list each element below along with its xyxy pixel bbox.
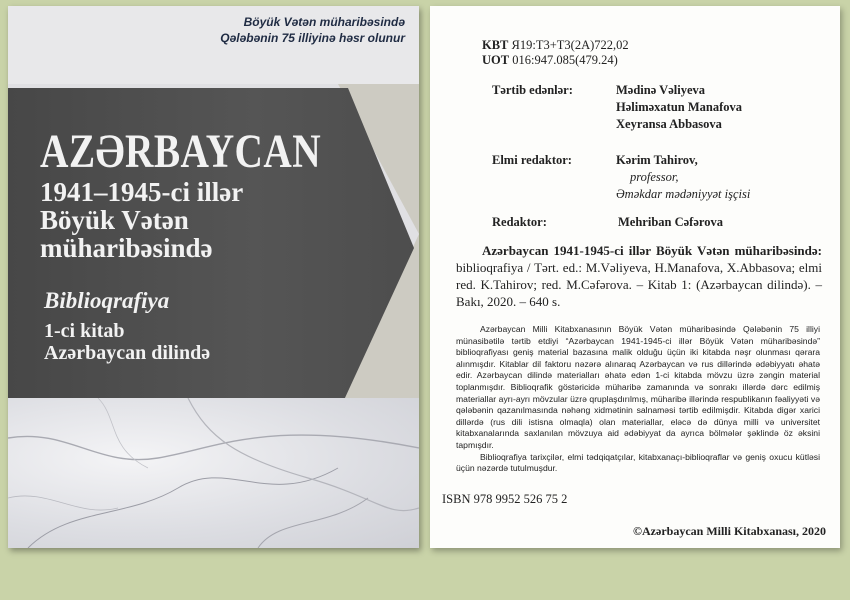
dedication-line-2: Qələbənin 75 illiyinə həsr olunur [220,31,405,45]
dedication-line-1: Böyük Vətən müharibəsində [243,15,405,29]
cover-title: AZƏRBAYCAN [40,125,322,178]
kbt-label: KBT [482,38,509,52]
compiler-name: Xeyransa Abbasova [616,117,722,131]
scientific-editor-name: Kərim Tahirov, [616,153,698,167]
subtitle-line-2: Böyük Vətən [40,205,189,235]
annotation-paragraph: Azərbaycan Milli Kitabxanasının Böyük Vətən müharibəsində Qələbənin 75 illiyi münasibətilə tərtib etdiyi “Azərbaycan 1941-1945-ci illər Böyük Vətən müharibəsində” biblioqrafiyası geniş material bazasına malik olduğu üçün iki kitabda nəşr olunması qərara alınmışdır. Kitablar dil faktoru nəzərə alınaraq Azərbaycan və rus dillərində ədəbiyyatı əhatə edir. Azərbaycan dilində materialları əhatə edən 1-ci kitabda mövzu üzrə zəngin material toplanmışdır. Biblioqrafik göstəricidə müharibə zamanında və sonrakı illərdə dərc edilmiş materiallar ayrı-ayrı mövzular üzrə qruplaşdırılmış, müharibə illərində respublikanın fəaliyyəti və qələbənin qazanılmasında nəhəng xidmətinin salnaməsi tərtib edilmişdir. Kitabda digər xarici dillərdə (rus dili istisna olmaqla) olan materiallar, eləcə də dünya milli və universitet kitabxanalarında saxlanılan mövzuya aid ədəbiyyat da ayrıca bölmələr şəklində öz əksini tapmışdır. [456,324,820,450]
cover-language: Azərbaycan dilində [44,342,211,364]
compilers-label: Tərtib edənlər: [492,83,573,97]
scientific-editor-honor: Əməkdar mədəniyyət işçisi [616,187,751,201]
isbn: ISBN 978 9952 526 75 2 [442,492,568,506]
subtitle-line-1: 1941–1945-ci illər [40,177,244,207]
compiler-name: Həliməxatun Manafova [616,100,743,114]
uot-label: UOT [482,53,510,67]
subtitle-line-3: müharibəsində [40,233,213,263]
editor-label: Redaktor: [492,215,547,229]
kbt-value: Я19:T3+T3(2A)722,02 [511,38,629,52]
compilers-list [616,82,742,133]
scientific-editor-label: Elmi redaktor: [492,153,572,167]
editor-name: Mehriban Cəfərova [618,215,723,229]
scientific-editor-degree: professor, [630,170,679,184]
uot-code [482,53,629,68]
classification-codes [482,38,629,68]
bibliographic-description [456,242,822,310]
scientific-editor-info [616,152,750,203]
cover-genre: Biblioqrafiya [44,288,170,313]
description-title: Azərbaycan 1941-1945-ci illər Böyük Vətən müharibəsində: [482,243,822,258]
kbt-code [482,38,629,53]
compiler-name: Mədinə Vəliyeva [616,83,705,97]
cover-marble-texture [8,398,419,548]
copyright: ©Azərbaycan Milli Kitabxanası, 2020 [633,524,826,538]
title-verso-page [430,6,840,548]
uot-value: 016:947.085(479.24) [512,53,618,67]
cover-subtitle [40,178,370,262]
cover-book-number: 1-ci kitab [44,320,125,342]
annotation-paragraph: Biblioqrafiya tarixçilər, elmi tədqiqatçılar, kitabxanaçı-biblioqraflar və geniş oxucu kütləsi üçün nəzərdə tutulmuşdur. [456,451,820,474]
description-details: biblioqrafiya / Tərt. ed.: M.Vəliyeva, H.Manafova, X.Abbasova; elmi red. K.Tahirov; red. M.Cəfərova. – Kitab 1: (Azərbaycan dilində). – Bakı, 2020. – 640 s. [456,260,822,309]
book-cover [8,6,419,548]
cover-book-info [44,320,210,364]
annotation [456,324,820,475]
cover-dedication [105,14,405,46]
